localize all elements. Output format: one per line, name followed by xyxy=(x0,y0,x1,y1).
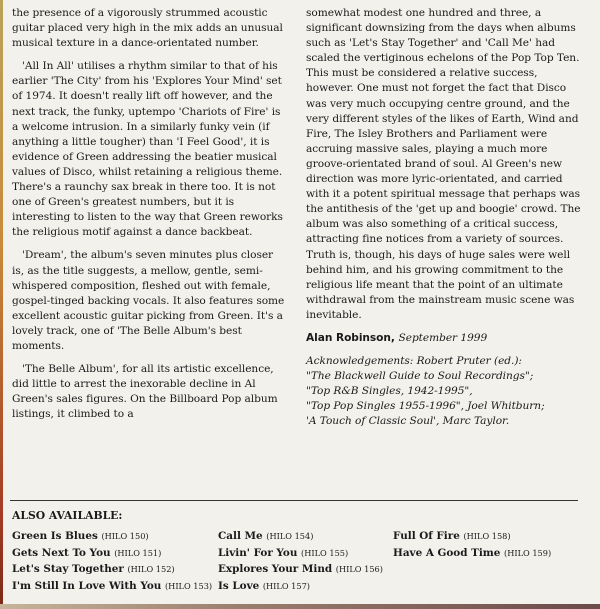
album-title: I'm Still In Love With You xyxy=(12,579,162,592)
paragraph: 'All In All' utilises a rhythm similar to that of his earlier 'The City' from his 'Explores Your Mind' set of 1974. It doesn't really lift off however, and the next track, the funky, uptempo 'Chariots of Fire' is a welcome intrusion. In a similarly funky vein (if anything a little tougher) than 'I Feel Good', it is evidence of Green addressing the beatier musical values of Disco, whilst retaining a religious theme. There's a raunchy sax break in there too. It is not one of Green's greatest numbers, but it is interesting to listen to the way that Green reworks the religious motif against a dance backbeat. xyxy=(12,60,283,239)
page-edge-left xyxy=(0,0,3,609)
album-item xyxy=(12,578,212,595)
page-edge-bottom xyxy=(0,604,600,609)
author-name: Alan Robinson xyxy=(306,331,391,344)
right-text-column xyxy=(306,6,581,430)
paragraph: 'Dream', the album's seven minutes plus closer is, as the title suggests, a mellow, gentle, semi-whispered composition, fleshed out with female, gospel-tinged backing vocals. It also features some excellent acoustic guitar picking from Green. It's a lovely track, one of 'The Belle Album's best moments. xyxy=(12,249,285,352)
paragraph: somewhat modest one hundred and three, a significant downsizing from the days when albums such as 'Let's Stay Together' and 'Call Me' had scaled the vertiginous echelons of the Pop Top Ten. This must be considered a relative success, however. One must not forget the fact that Disco was very much occupying centre ground, and the very different styles of the likes of Earth, Wind and Fire, The Isley Brothers and Parliament were accruing massive sales, playing a much more groove-orientated brand of soul. Al Green's new direction was more lyric-orientated, and carried with it a potent spiritual message that perhaps was the antithesis of the 'get up and boogie' crowd. The album was also something of a critical success, attracting fine notices from a variety of sources. Truth is, though, his days of huge sales were well behind him, and his growing commitment to the religious life meant that the point of an ultimate withdrawal from the mainstream music scene was inevitable. xyxy=(306,7,581,321)
catalog-number: (HILO 151) xyxy=(114,547,162,558)
catalog-number: (HILO 158) xyxy=(463,531,511,541)
album-list-column xyxy=(393,528,551,561)
album-item xyxy=(218,578,383,595)
album-item xyxy=(393,545,551,562)
album-title: Green Is Blues xyxy=(12,530,98,542)
paragraph: the presence of a vigorously strummed acoustic guitar placed very high in the mix adds an unusual musical texture in a dance-orientated number. xyxy=(12,7,283,50)
catalog-number: (HILO 154) xyxy=(266,531,314,541)
album-title: Call Me xyxy=(218,530,263,542)
ack-line: "The Blackwell Guide to Soul Recordings"; xyxy=(306,370,534,383)
album-item xyxy=(218,528,383,545)
album-title: Livin' For You xyxy=(218,546,298,559)
album-title: Full Of Fire xyxy=(393,530,460,542)
album-title: Let's Stay Together xyxy=(12,563,124,576)
album-list-column xyxy=(12,528,212,594)
author-date: September 1999 xyxy=(398,331,488,344)
ack-line: "Top R&B Singles, 1942-1995", xyxy=(306,385,473,398)
left-text-column xyxy=(12,6,287,430)
ack-line: Acknowledgements: Robert Pruter (ed.): xyxy=(306,355,522,368)
album-item xyxy=(218,561,383,578)
catalog-number: (HILO 155) xyxy=(301,547,349,558)
album-title: Gets Next To You xyxy=(12,546,111,559)
album-title: Have A Good Time xyxy=(393,546,501,559)
album-title: Is Love xyxy=(218,579,260,592)
catalog-number: (HILO 156) xyxy=(335,564,383,575)
catalog-number: (HILO 157) xyxy=(262,580,310,591)
paragraph: 'The Belle Album', for all its artistic excellence, did little to arrest the inexorable decline in Al Green's sales figures. On the Billboard Pop album listings, it climbed to a xyxy=(12,363,278,421)
acknowledgements xyxy=(306,354,581,429)
album-item xyxy=(393,528,551,545)
catalog-number: (HILO 159) xyxy=(504,547,552,558)
album-item xyxy=(12,528,212,545)
ack-line: 'A Touch of Classic Soul', Marc Taylor. xyxy=(306,415,510,428)
catalog-number: (HILO 150) xyxy=(101,531,149,541)
album-item xyxy=(218,545,383,562)
author-separator: , xyxy=(390,331,395,344)
album-list-column xyxy=(218,528,383,594)
ack-line: "Top Pop Singles 1955-1996", Joel Whitburn; xyxy=(306,400,545,413)
album-item xyxy=(12,545,212,562)
catalog-number: (HILO 152) xyxy=(127,564,175,575)
album-item xyxy=(12,561,212,578)
also-available-heading: ALSO AVAILABLE: xyxy=(12,509,123,522)
section-divider xyxy=(10,500,578,501)
catalog-number: (HILO 153) xyxy=(164,580,213,591)
album-title: Explores Your Mind xyxy=(218,563,333,576)
author-credit xyxy=(306,331,581,346)
